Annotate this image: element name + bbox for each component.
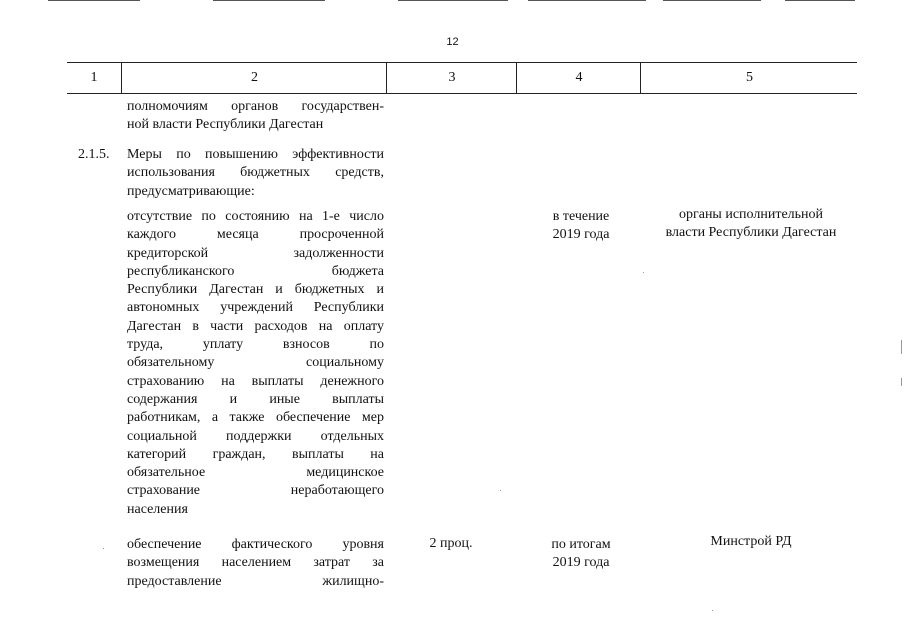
scan-speck [500,490,501,491]
header-col-1: 1 [90,70,98,85]
scan-rule [48,0,140,1]
scan-speck [103,548,104,549]
item1-deadline: в течение 2019 года [552,209,610,243]
header-col-4: 4 [516,63,641,93]
scan-rule [213,0,325,1]
header-col-2: 2 [121,63,387,93]
item2-responsible: Минстрой РД [710,534,792,549]
scan-rule [398,0,508,1]
table-header [67,62,857,94]
item2-text: обеспечение фактического уровня возмещения населением затрат за предоставление жилищно- [127,537,384,589]
scan-speck [901,340,902,354]
scan-rule [663,0,761,1]
scan-speck [643,272,644,273]
scan-rule [785,0,855,1]
header-col-3: 3 [386,63,517,93]
section-number: 2.1.5. [78,147,110,162]
header-col-5: 5 [640,63,858,93]
item1-text: отсутствие по состоянию на 1-е число каждого месяца просроченной кредиторской задолженности республиканского бюджета Республики Дагестан и бюджетных и автономных учреждений Республики Дагестан в части расходов на оплату труда, уплату взносов по обязательному социальному страхованию на выплаты денежного содержания и иные выплаты работникам, а также обеспечение мер социальной поддержки отдельных категорий граждан, выплаты на обязательное медицинское страхование неработающего населения [127,209,384,517]
scan-rule [528,0,646,1]
section-title: Меры по повышению эффективности использования бюджетных средств, предусматривающие: [127,147,384,199]
item2-deadline: по итогам 2019 года [551,537,611,571]
scan-speck [712,610,713,611]
continuation-text: полномочиям органов государствен- ной власти Республики Дагестан [127,99,384,133]
scan-speck [901,378,902,386]
item1-responsible: органы исполнительной власти Республики Дагестан [665,207,837,241]
item2-value: 2 проц. [429,536,473,551]
page-number: 12 [446,36,459,48]
